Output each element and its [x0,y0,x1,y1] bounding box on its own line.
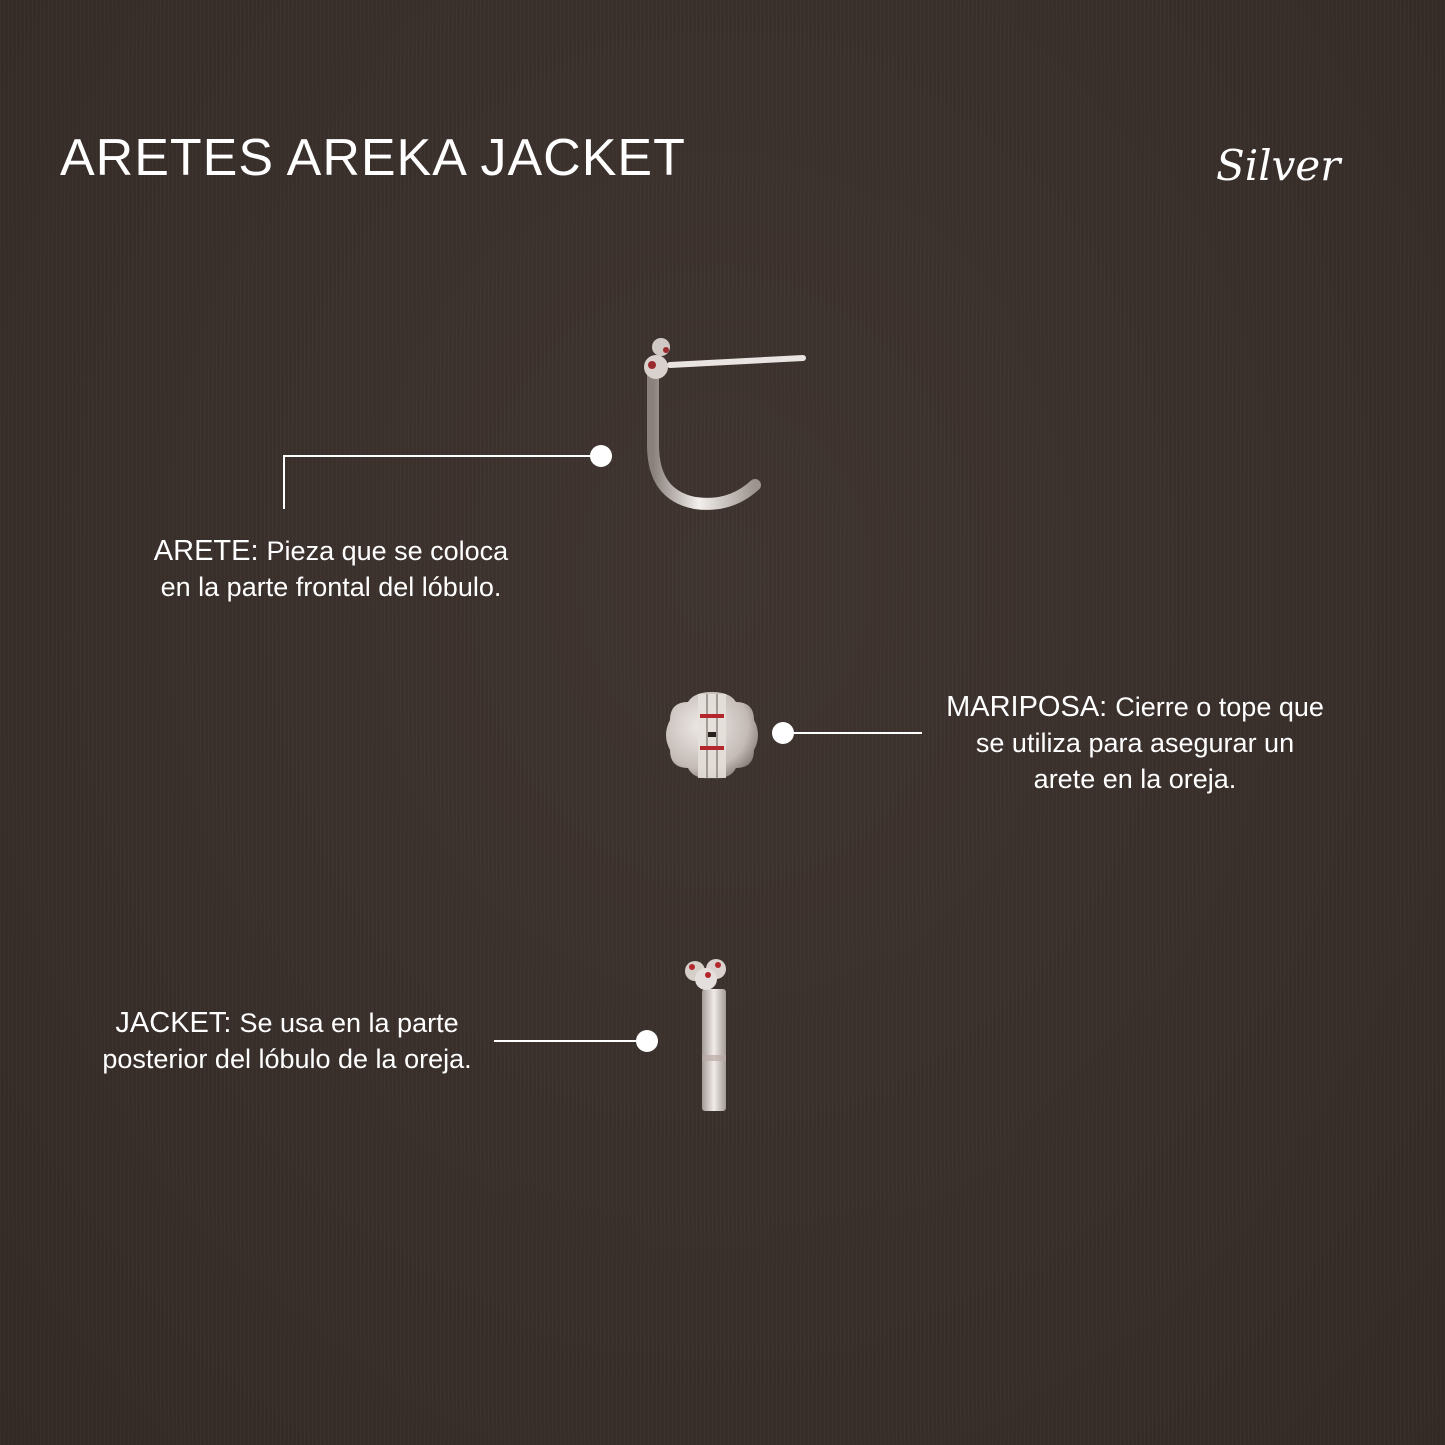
butterfly-back-icon [662,688,762,782]
jacket-pointer-dot [636,1030,658,1052]
mariposa-description: MARIPOSA: Cierre o tope que se utiliza para asegurar un arete en la oreja. [946,691,1324,794]
arete-pointer-dot [590,445,612,467]
arete-description: ARETE: Pieza que se coloca en la parte frontal del lóbulo. [153,535,509,602]
material-label: Silver [1216,141,1341,190]
arete-label: ARETE: [153,535,259,567]
mariposa-label: MARIPOSA: [946,691,1108,723]
jacket-description: JACKET: Se usa en la parte posterior del lóbulo de la oreja. [102,1007,472,1074]
earring-hook-icon [625,325,815,525]
arete-connector-drop [283,455,285,509]
jacket-label: JACKET: [115,1007,232,1039]
jacket-piece-icon [678,955,738,1115]
arete-connector-line [283,455,593,457]
page-title: ARETES AREKA JACKET [60,129,686,187]
jacket-connector-line [494,1040,639,1042]
